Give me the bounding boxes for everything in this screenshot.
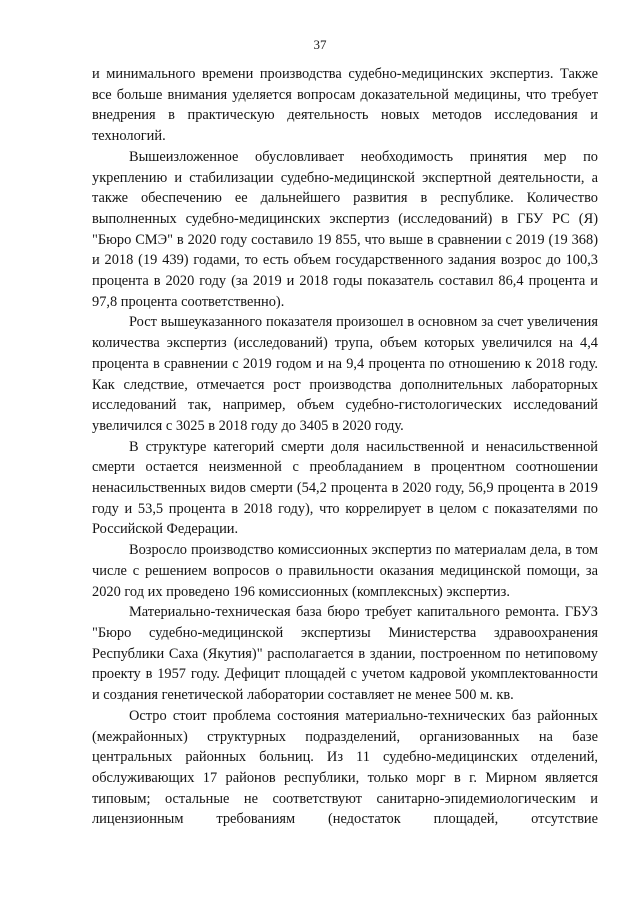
paragraph: В структуре категорий смерти доля насильственной и ненасильственной смерти остается неизменной с преобладанием в процентном соотношении ненасильственных видов смерти (54,2 процента в 2020 году, 56,9 процента в 2019 году и 53,5 процента в 2018 году), что коррелирует в целом с показателями по Российской Федерации. (92, 438, 598, 538)
paragraph: Возросло производство комиссионных экспертиз по материалам дела, в том числе с решением вопросов о правильности оказания медицинской помощи, за 2020 год их проведено 196 комиссионных (комплексных) экспертиз. (92, 542, 598, 600)
paragraph: Рост вышеуказанного показателя произошел в основном за счет увеличения количества экспертиз (исследований) трупа, объем которых увеличился на 4,4 процента в сравнении с 2019 годом и на 9,4 процента по отношению к 2018 году. Как следствие, отмечается рост производства дополнительных лабораторных исследований так, например, объем судебно-гистологических исследований увеличился с 3025 в 2018 году до 3405 в 2020 году. (92, 314, 598, 434)
paragraph: Вышеизложенное обусловливает необходимость принятия мер по укреплению и стабилизации судебно-медицинской экспертной деятельности, а также обеспечению ее дальнейшего развития в республике. Количество выполненных судебно-медицинских экспертиз (исследований) в ГБУ РС (Я) "Бюро СМЭ" в 2020 году составило 19 855, что выше в сравнении с 2019 (19 368) и 2018 (19 439) годами, то есть объем государственного задания возрос до 100,3 процента в 2020 году (за 2019 и 2018 годы показатель составил 86,4 процента и 97,8 процента соответственно). (92, 148, 598, 310)
page-number: 37 (313, 37, 327, 52)
paragraph-continuation: и минимального времени производства судебно-медицинских экспертиз. Также все больше внимания уделяется вопросам доказательной медицины, что требует внедрения в практическую деятельность новых методов исследования и технологий. (92, 66, 598, 145)
body-text (92, 64, 598, 830)
paragraph: Остро стоит проблема состояния материально-технических баз районных (межрайонных) структурных подразделений, организованных на базе центральных районных больниц. Из 11 судебно-медицинских отделений, обслуживающих 17 районов республики, только морг в г. Мирном является типовым; остальные не соответствуют санитарно-эпидемиологическим и лицензионным требованиям (недостаток площадей, отсутствие (92, 707, 598, 828)
paragraph: Материально-техническая база бюро требует капитального ремонта. ГБУЗ "Бюро судебно-медицинской экспертизы Министерства здравоохранения Республики Саха (Якутия)" располагается в здании, построенном по нетиповому проекту в 1957 году. Дефицит площадей с учетом кадровой укомплектованности и создания генетической лаборатории составляет не менее 500 м. кв. (92, 604, 598, 704)
